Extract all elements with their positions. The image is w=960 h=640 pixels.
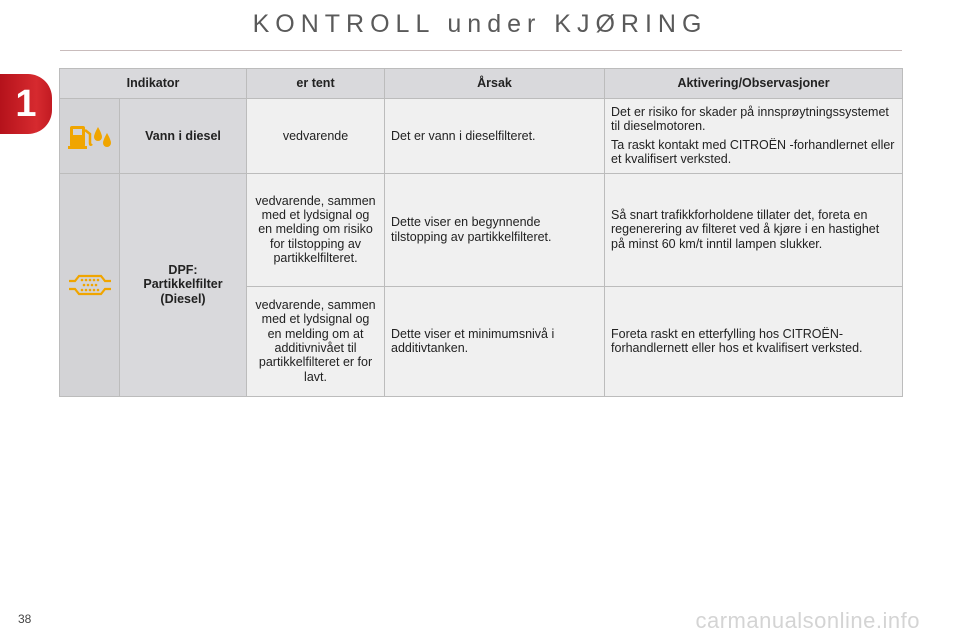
watermark: carmanualsonline.info <box>695 608 920 633</box>
water-icon-cell <box>60 99 120 174</box>
particle-filter-icon <box>67 271 113 299</box>
table-row <box>60 173 903 286</box>
page-title: KONTROLL under KJØRING <box>252 10 708 38</box>
header-aktivering: Aktivering/Observasjoner <box>605 69 903 99</box>
water-action-text-1: Det er risiko for skader på innsprøytningssystemet til dieselmotoren. <box>611 105 889 134</box>
dpf-additive-state: vedvarende, sammen med et lydsignal og en melding om at additivnivået til partikkelfilteret er for lavt. <box>247 286 385 396</box>
header-er-tent: er tent <box>247 69 385 99</box>
chapter-number: 1 <box>15 82 37 125</box>
header-indikator: Indikator <box>60 69 247 99</box>
chapter-tab <box>0 74 52 134</box>
table-row <box>60 99 903 174</box>
dpf-icon-cell <box>60 173 120 396</box>
water-in-diesel-label: Vann i diesel <box>120 99 247 174</box>
water-state: vedvarende <box>247 99 385 174</box>
dpf-clog-action: Så snart trafikkforholdene tillater det, foreta en regenerering av filteret ved å kjøre i en hastighet på minst 60 km/t inntil lampen slukker. <box>605 173 903 286</box>
water-cause: Det er vann i dieselfilteret. <box>385 99 605 174</box>
dpf-label-line-1: DPF: <box>168 262 198 277</box>
table-header-row <box>60 69 903 99</box>
dpf-label-line-2: Partikkelfilter <box>143 277 223 292</box>
dpf-additive-action: Foreta raskt en etterfylling hos CITROËN-forhandlernett eller hos et kvalifisert verksted. <box>605 286 903 396</box>
indicator-table <box>59 68 903 397</box>
dpf-clog-cause: Dette viser en begynnende tilstopping av partikkelfilteret. <box>385 173 605 286</box>
header-arsak: Årsak <box>385 69 605 99</box>
dpf-label-line-3: (Diesel) <box>160 291 206 306</box>
page-number: 38 <box>18 612 32 626</box>
dpf-label <box>120 173 247 396</box>
water-action <box>605 99 903 174</box>
dpf-clog-state: vedvarende, sammen med et lydsignal og en melding om risiko for tilstopping av partikkelfilteret. <box>247 173 385 286</box>
water-action-text-2: Ta raskt kontakt med CITROËN -forhandlernet eller et kvalifisert verksted. <box>611 137 895 167</box>
fuel-water-icon <box>67 121 113 151</box>
title-divider <box>60 50 902 51</box>
dpf-additive-cause: Dette viser et minimumsnivå i additivtanken. <box>385 286 605 396</box>
